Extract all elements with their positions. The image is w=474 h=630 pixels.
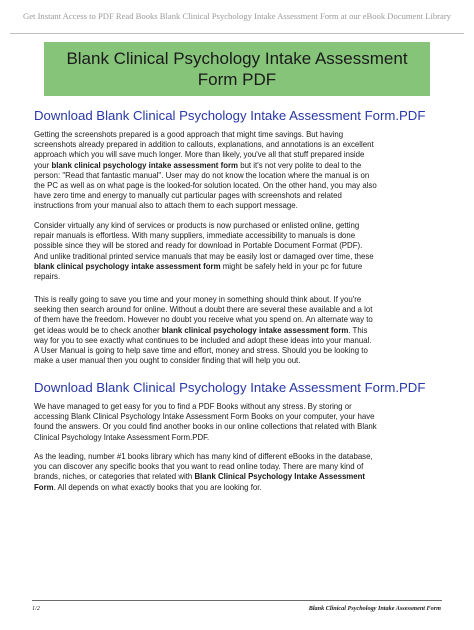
line-text: repair manuals is effortless. With many suppliers, immediate accessibility to manuals is done (34, 231, 356, 241)
header-divider (10, 33, 464, 34)
paragraph-line (34, 483, 444, 493)
paragraph-line (34, 433, 444, 443)
line-text: you can discover any specific books that you want to read online today. There are many kind of (34, 462, 364, 472)
line-text: . All depends on what exactly books that you are looking for. (53, 482, 262, 492)
paragraph-line (34, 336, 444, 346)
paragraph-line (34, 191, 444, 201)
line-text: Clinical Psychology Intake Assessment Form.PDF. (34, 432, 210, 442)
line-text: brands, niches, or categories that related with (34, 472, 195, 482)
bold-keyword: Blank Clinical Psychology Intake Assessment (194, 472, 366, 482)
line-text: possible since they will be stored and ready for download in Portable Document Format (PDF). (34, 241, 363, 251)
paragraph-line (34, 171, 444, 181)
paragraph-line (34, 140, 444, 150)
paragraph-line (34, 452, 444, 462)
paragraph-line (34, 305, 444, 315)
line-text: your (34, 160, 52, 170)
line-text: accessing Blank Clinical Psychology Intake Assessment Form Books on your computer, your have (34, 412, 375, 422)
section-1-paragraph-2 (34, 221, 444, 282)
line-text: screenshots already prepared in addition to callouts, explanations, and annotations is an excellent (34, 140, 374, 150)
line-text: This is really going to save you time and your money in something should think about. If you're (34, 295, 362, 304)
paragraph-line (34, 402, 444, 412)
line-text: repairs. (34, 272, 61, 282)
paragraph-line (34, 181, 444, 191)
line-text: found the answers. Or you could find another books in our online collections that related with Blank (34, 422, 377, 432)
paragraph-line (34, 262, 444, 272)
paragraph-line (34, 272, 444, 282)
bold-keyword: blank clinical psychology intake assessment form (51, 160, 239, 170)
line-text: have zero time and energy to manually cut particular pages with screenshots and related (34, 191, 342, 201)
footer-document-title: Blank Clinical Psychology Intake Assessment Form (308, 605, 441, 612)
paragraph-line (34, 472, 444, 482)
page-number: 1/2 (32, 605, 40, 612)
line-text: but it's not very polite to deal to the (238, 160, 362, 170)
bold-keyword: blank clinical psychology intake assessment form (34, 261, 221, 271)
line-text: Consider virtually any kind of services or products is now purchased or enlisted online, getting (34, 221, 360, 230)
paragraph-line (34, 346, 444, 356)
line-text: the PC as well as on what page is the looked-for solution located. On the other hand, you may also (34, 181, 377, 191)
paragraph-line (34, 326, 444, 336)
paragraph-line (34, 422, 444, 432)
footer-divider (32, 600, 442, 601)
paragraph-line (34, 252, 444, 262)
line-text: A User Manual is going to help save time and effort, money and stress. Should you be looking to (34, 346, 368, 356)
section-1-heading[interactable]: Download Blank Clinical Psychology Intake Assessment Form.PDF (34, 108, 426, 123)
line-text: seeking then search around for online. Without a doubt there are several these available and a lot (34, 305, 373, 315)
section-2-heading[interactable]: Download Blank Clinical Psychology Intake Assessment Form.PDF (34, 380, 426, 395)
document-title: Blank Clinical Psychology Intake Assessment Form PDF (66, 49, 408, 89)
line-text: way for you to see exactly what continues to be included and adopt these ideas into your manual. (34, 335, 372, 345)
section-2-paragraph-2 (34, 452, 444, 493)
paragraph-line (34, 231, 444, 241)
section-2-paragraph-1 (34, 402, 444, 443)
line-text: might be safely held in your pc for future (220, 261, 363, 271)
paragraph-line (34, 462, 444, 472)
paragraph-line (34, 295, 444, 305)
section-1-paragraph-1 (34, 130, 444, 212)
line-text: approach which you will save much longer. More than likely, you've all that stuff prepared inside (34, 150, 365, 160)
paragraph-line (34, 241, 444, 251)
paragraph-line (34, 201, 444, 211)
paragraph-line (34, 150, 444, 160)
line-text: And unlike traditional printed service manuals that may be easily lost or damaged over time, these (34, 251, 374, 261)
paragraph-line (34, 356, 444, 366)
header-note: Get Instant Access to PDF Read Books Blank Clinical Psychology Intake Assessment Form at our eBook Document Library (23, 11, 451, 21)
paragraph-line (34, 412, 444, 422)
paragraph-line (34, 161, 444, 171)
line-text: make a user manual then you ought to consider finding that will help you out. (34, 356, 301, 366)
line-text: . This (348, 325, 368, 335)
line-text: We have managed to get easy for you to find a PDF Books without any stress. By storing or (34, 402, 352, 411)
line-text: get ideas would be to check another (34, 325, 162, 335)
bold-keyword: Form (34, 482, 54, 492)
document-title-banner (44, 42, 430, 96)
section-1-paragraph-3 (34, 295, 444, 366)
bold-keyword: blank clinical psychology intake assessment form (161, 325, 349, 335)
paragraph-line (34, 221, 444, 231)
line-text: Getting the screenshots prepared is a good approach that might time savings. But having (34, 130, 344, 139)
line-text: instructions from your manual also to attach them to each support message. (34, 201, 298, 211)
line-text: person: "Read that fantastic manual". User may do not know the location where the manual is on (34, 170, 370, 180)
line-text: As the leading, number #1 books library which has many kind of different eBooks in the database, (34, 452, 373, 461)
paragraph-line (34, 130, 444, 140)
paragraph-line (34, 315, 444, 325)
line-text: of them have the freedom. However no doubt you receive what you spend on. An alternate way to (34, 315, 373, 325)
